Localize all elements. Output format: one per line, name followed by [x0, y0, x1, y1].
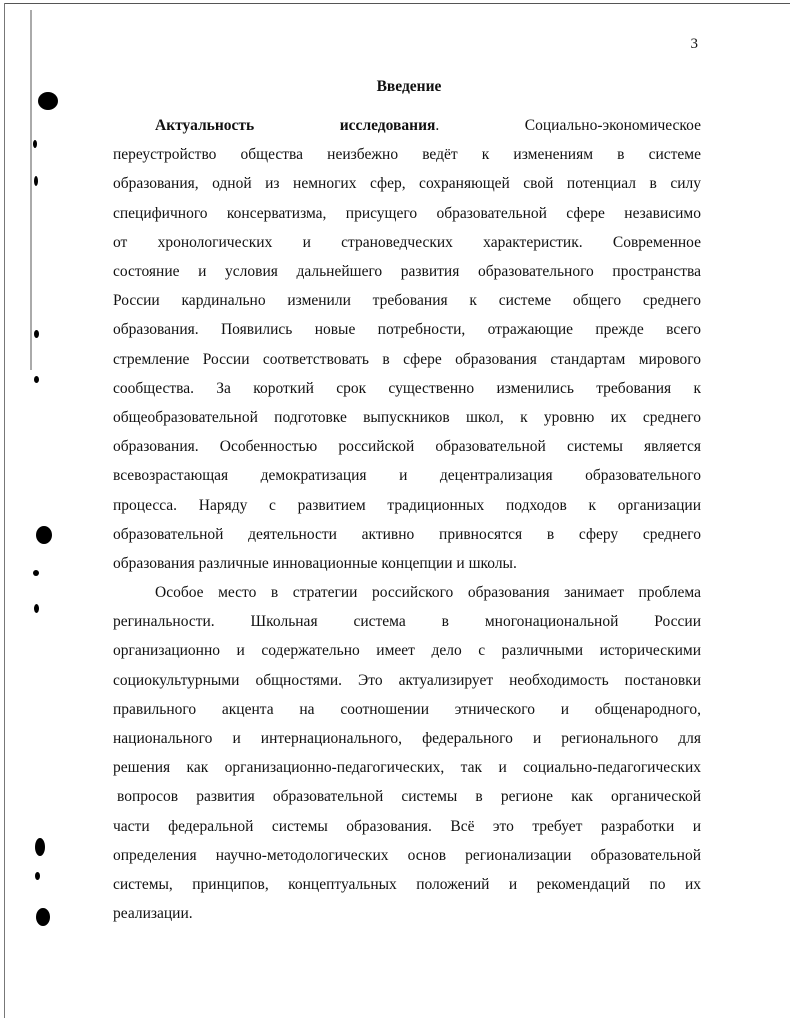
page-number: 3	[690, 36, 698, 52]
punch-hole-mark	[33, 570, 39, 576]
punch-hole-mark	[33, 140, 37, 148]
scan-edge-top	[4, 3, 790, 4]
text-line: специфичного консерватизма, присущего образовательной сфере независимо	[113, 204, 701, 222]
text-line: стремление России соответствовать в сфере образования стандартам мирового	[113, 350, 701, 368]
scan-edge-left	[4, 3, 5, 1018]
punch-hole-mark	[34, 604, 39, 613]
paragraph-relevance	[113, 111, 701, 578]
text-line: образовательной деятельности активно привносятся в сферу среднего	[113, 525, 701, 543]
punch-hole-mark	[36, 526, 52, 544]
text-line: национального и интернационального, федерального и регионального для	[113, 730, 701, 748]
punch-hole-mark	[34, 176, 38, 186]
paragraph-regionality	[113, 578, 701, 928]
text-line: всевозрастающая демократизация и децентрализация образовательного	[113, 467, 701, 485]
text-line: состояние и условия дальнейшего развития образовательного пространства	[113, 263, 701, 281]
text-line: образования. Особенностью российской образовательной системы является	[113, 438, 701, 456]
punch-hole-mark	[34, 376, 39, 383]
punch-hole-mark	[34, 330, 39, 338]
text-line: от хронологических и страноведческих характеристик. Современное	[113, 233, 701, 251]
text-line: сообщества. За короткий срок существенно изменились требования к	[113, 379, 701, 397]
heading-word-relevance: Актуальность	[155, 117, 255, 134]
punch-hole-mark	[36, 908, 50, 926]
heading-rest: Социально-экономическое	[524, 117, 701, 134]
text-line: решения как организационно-педагогических, так и социально-педагогических	[113, 759, 701, 777]
text-line: переустройство общества неизбежно ведёт к изменениям в системе	[113, 146, 701, 164]
text-line: определения научно-методологических основ регионализации образовательной	[113, 846, 701, 864]
text-line: процесса. Наряду с развитием традиционных подходов к организации	[113, 496, 701, 514]
text-line: системы, принципов, концептуальных положений и рекомендаций по их	[113, 876, 701, 894]
paragraph-first-line	[113, 111, 701, 140]
text-line: России кардинально изменили требования к системе общего среднего	[113, 292, 701, 310]
text-line: образования. Появились новые потребности, отражающие прежде всего	[113, 321, 701, 339]
text-line: реализации.	[113, 905, 193, 923]
punch-hole-mark	[35, 872, 40, 880]
heading-word-research: исследования.	[339, 117, 440, 134]
text-line: вопросов развития образовательной системы в регионе как органической	[117, 788, 701, 806]
text-line: Особое место в стратегии российского образования занимает проблема	[155, 584, 701, 601]
text-line: организационно и содержательно имеет дело с различными историческими	[113, 642, 701, 660]
text-line: части федеральной системы образования. Всё это требует разработки и	[113, 817, 701, 835]
text-line: правильного акцента на соотношении этнического и общенародного,	[113, 700, 701, 718]
scan-edge-left-shadow	[30, 10, 32, 370]
text-line: образования, одной из немногих сфер, сохраняющей свой потенциал в силу	[113, 175, 701, 193]
punch-hole-mark	[35, 838, 45, 856]
text-line: регинальности. Школьная система в многонациональной России	[113, 613, 701, 631]
text-line: социокультурными общностями. Это актуализирует необходимость постановки	[113, 671, 701, 689]
text-line: общеобразовательной подготовке выпускников школ, к уровню их среднего	[113, 409, 701, 427]
page-title: Введение	[376, 78, 442, 95]
text-line: образования различные инновационные концепции и школы.	[113, 555, 517, 573]
